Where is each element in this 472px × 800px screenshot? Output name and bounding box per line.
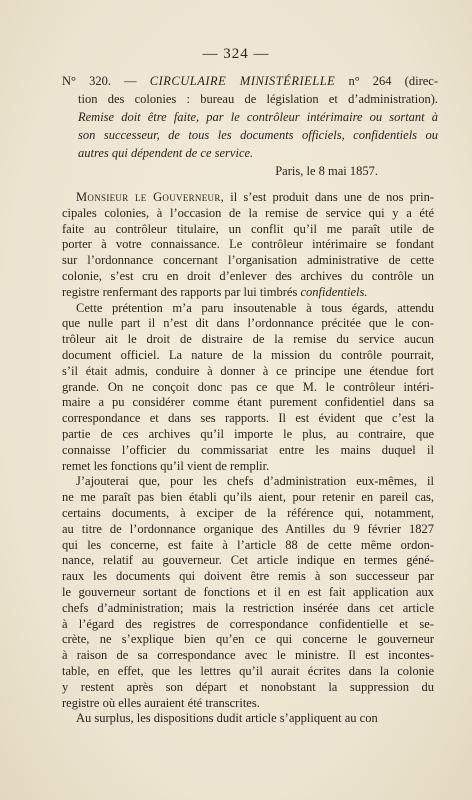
paragraph-line: à raison de sa correspondance avec le ministre. Il est incontes- bbox=[62, 648, 434, 663]
paragraph-line: porter à votre connaissance. Le contrôleur intérimaire se fondant bbox=[62, 237, 434, 252]
emphasis-word: confidentiels. bbox=[300, 284, 368, 299]
paragraph-line: partie de ces archives qu’il importe le plus, au contraire, que bbox=[62, 426, 434, 441]
paragraph-line: à l’égard des registres de correspondance confidentielle et se- bbox=[62, 616, 434, 631]
paragraph-line: nance, relatif au gouverneur. Cet article indique en termes géné- bbox=[62, 553, 434, 568]
paragraph-line: crète, ne s’explique bien qu’en ce qui concerne le gouverneur bbox=[62, 632, 434, 647]
paragraph-line: J’ajouterai que, pour les chefs d’administration eux-mêmes, il bbox=[76, 474, 434, 489]
circular-number: N° 320. — bbox=[62, 74, 137, 88]
header-line-2: tion des colonies : bureau de législation et d’administration). bbox=[78, 92, 438, 106]
circular-header bbox=[62, 72, 438, 162]
paragraph-line: document officiel. La nature de la mission du contrôle pourrait, bbox=[62, 347, 434, 362]
page-number: — 324 — bbox=[202, 46, 270, 62]
paragraph-line: Au surplus, les dispositions dudit article s’appliquent au con bbox=[76, 711, 378, 726]
salutation: Monsieur le Gouverneur, bbox=[76, 190, 225, 204]
paragraph-line: s’il était admis, conduire à donner à ce principe une étendue fort bbox=[62, 363, 434, 378]
paragraph-line: connaisse l’officier du commissariat entre les mains duquel il bbox=[62, 442, 434, 457]
paragraph-line: au titre de l’ordonnance organique des Antilles du 9 février 1827 bbox=[62, 521, 434, 536]
summary-note-line: son successeur, de tous les documents officiels, confidentiels ou bbox=[78, 128, 438, 142]
paragraph-line: sur l’ordonnance concernant l’organisation administrative de cette bbox=[62, 253, 434, 268]
paragraph-line: table, en effet, que les lettres qu’il aurait écrites dans la colonie bbox=[62, 663, 434, 678]
circular-ref: n° 264 (direc- bbox=[348, 74, 438, 88]
paragraph-line: grande. On ne conçoit donc pas ce que M. le contrôleur intéri- bbox=[62, 379, 434, 394]
paragraph-line: correspondance et dans ses rapports. Il est évident que c’est la bbox=[62, 411, 434, 426]
paragraph-line: que nulle part il n’est dit dans l’ordonnance précitée que le con- bbox=[62, 316, 434, 331]
paragraph-line: raux les documents qui doivent être remis à son successeur par bbox=[62, 569, 434, 584]
paragraph-line: maire a pu considérer comme étant purement confidentiel dans sa bbox=[62, 395, 434, 410]
paragraph-line: faite au contrôleur titulaire, un conflit qu’il me paraît utile de bbox=[62, 221, 434, 236]
paragraph-line: ne me paraît pas bien établi qu’ils aient, pour retenir en pareil cas, bbox=[62, 490, 434, 505]
paragraph-line: chefs d’administration; mais la restriction insérée dans cet article bbox=[62, 600, 434, 615]
paragraph-line: Cette prétention m’a paru insoutenable à tous égards, attendu bbox=[76, 300, 434, 315]
letter-body bbox=[62, 190, 434, 727]
paragraph-line: registre renfermant des rapports par lui timbrés confidentiels. bbox=[62, 284, 368, 299]
summary-note-line: Remise doit être faite, par le contrôleur intérimaire ou sortant à bbox=[78, 110, 438, 124]
paragraph-line: certains documents, à exciper de la référence qui, notamment, bbox=[62, 505, 434, 520]
paragraph-line: cipales colonies, à l’occasion de la remise de service qui y a été bbox=[62, 205, 434, 220]
dateline: Paris, le 8 mai 1857. bbox=[275, 164, 378, 178]
paragraph-line: y restent après son départ et nonobstant la suppression du bbox=[62, 679, 434, 694]
paragraph-line: le gouverneur sortant de fonctions et il en est fait application aux bbox=[62, 584, 434, 599]
header-line-1 bbox=[62, 72, 438, 90]
paragraph-line: Monsieur le Gouverneur, il s’est produit dans une de nos prin- bbox=[76, 190, 434, 204]
paragraph-line: remet les fonctions qu’il vient de remplir. bbox=[62, 458, 270, 473]
paragraph-line: trôleur ait le droit de distraire de la remise du service aucun bbox=[62, 332, 434, 347]
paragraph-line: registre où elles auraient été transcrites. bbox=[62, 695, 260, 710]
paragraph-line: colonie, s’est cru en droit d’enlever des archives du contrôle un bbox=[62, 268, 434, 283]
summary-note-line: autres qui dépendent de ce service. bbox=[78, 146, 254, 160]
paragraph-line: qui les concerne, est faite à l’article 88 de cette même ordon- bbox=[62, 537, 434, 552]
circular-kind: CIRCULAIRE MINISTÉRIELLE bbox=[149, 74, 336, 88]
